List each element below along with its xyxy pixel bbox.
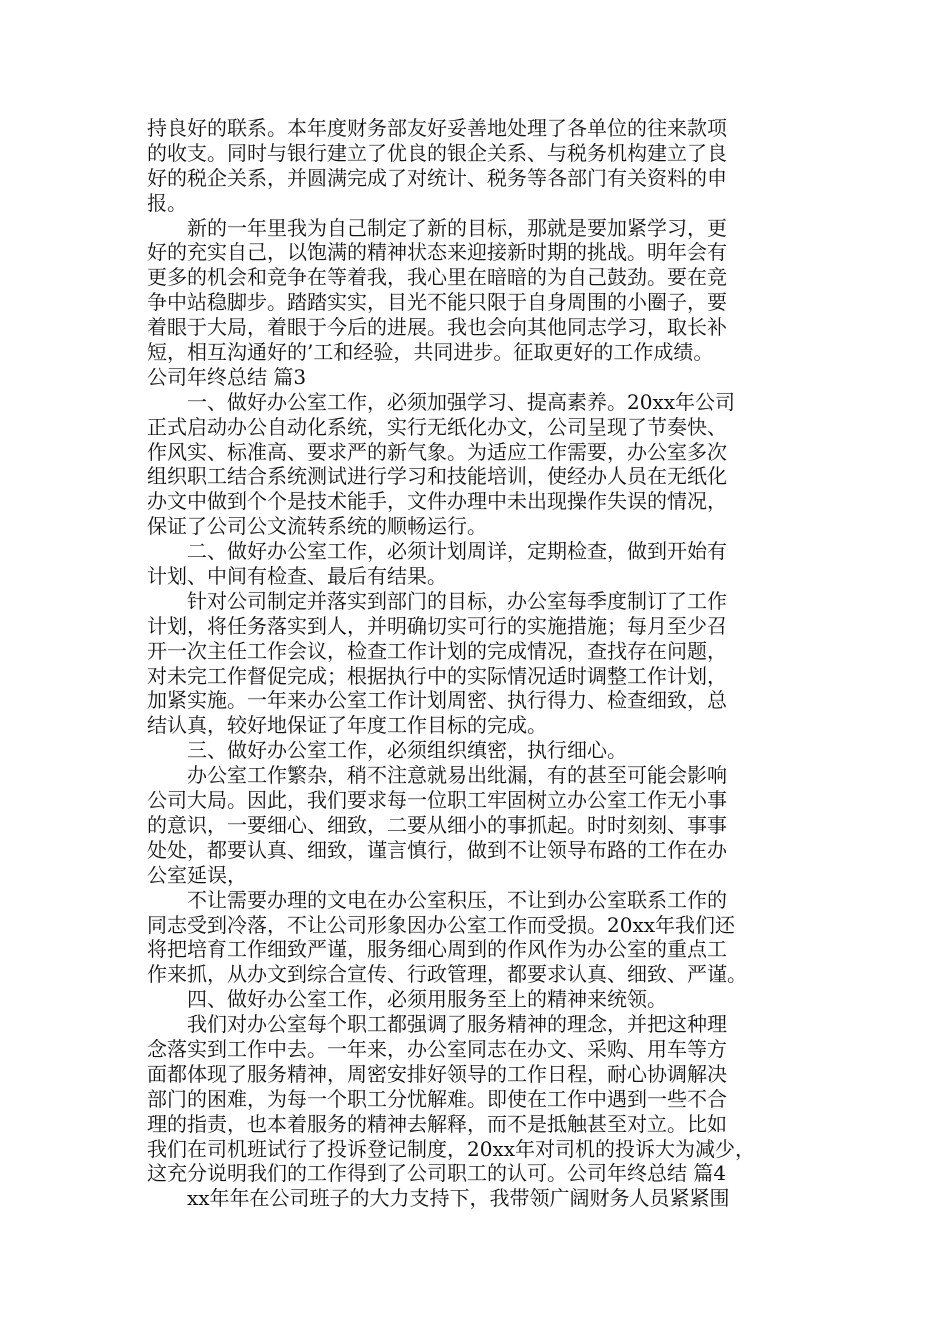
text-line: 三、做好办公室工作，必须组织缜密，执行细心。 [147,738,627,763]
text-line: 公室延误， [147,862,247,887]
text-line: 开一次主任工作会议，检查工作计划的完成情况，查找存在问题， [147,638,727,663]
text-line: 这充分说明我们的工作得到了公司职工的认可。公司年终总结 篇4 [147,1161,727,1186]
text-line: 四、做好办公室工作，必须用服务至上的精神来统领。 [147,987,667,1012]
text-line: 作风实、标准高、要求严的新气象。为适应工作需要，办公室多次 [147,439,727,464]
text-line: 一、做好办公室工作，必须加强学习、提高素养。20xx年公司 [147,389,736,414]
text-line: 的意识，一要细心、细致，二要从细小的事抓起。时时刻刻、事事 [147,812,727,837]
text-line: 针对公司制定并落实到部门的目标，办公室每季度制订了工作 [147,588,727,613]
text-line: 正式启动办公自动化系统，实行无纸化办文，公司呈现了节奏快、 [147,414,727,439]
text-line: 的收支。同时与银行建立了优良的银企关系、与税务机构建立了良 [147,140,727,165]
text-line: 念落实到工作中去。一年来，办公室同志在办文、采购、用车等方 [147,1036,727,1061]
text-line: 公司大局。因此，我们要求每一位职工牢固树立办公室工作无小事 [147,788,727,813]
text-line: 更多的机会和竞争在等着我，我心里在暗暗的为自己鼓劲。要在竞 [147,265,727,290]
text-line: 作来抓，从办文到综合宣传、行政管理，都要求认真、细致、严谨。 [147,962,747,987]
text-line: 加紧实施。一年来办公室工作计划周密、执行得力、检查细致，总 [147,688,727,713]
text-line: 争中站稳脚步。踏踏实实，目光不能只限于自身周围的小圈子，要 [147,290,727,315]
text-line: 新的一年里我为自己制定了新的目标，那就是要加紧学习，更 [147,215,727,240]
text-line: 办文中做到个个是技术能手，文件办理中未出现操作失误的情况， [147,489,727,514]
text-line: 处处，都要认真、细致，谨言慎行，做到不让领导布路的工作在办 [147,837,727,862]
text-line: 组织职工结合系统测试进行学习和技能培训，使经办人员在无纸化 [147,464,727,489]
text-line: 计划，将任务落实到人，并明确切实可行的实施措施；每月至少召 [147,613,727,638]
text-line: 将把培育工作细致严谨，服务细心周到的作风作为办公室的重点工 [147,937,727,962]
text-line: xx年年在公司班子的大力支持下，我带领广阔财务人员紧紧围 [147,1186,730,1211]
text-line: 不让需要办理的文电在办公室积压，不让到办公室联系工作的 [147,887,727,912]
text-line: 好的税企关系，并圆满完成了对统计、税务等各部门有关资料的申 [147,165,727,190]
text-line: 计划、中间有检查、最后有结果。 [147,564,447,589]
text-line: 面都体现了服务精神，周密安排好领导的工作日程，耐心协调解决 [147,1061,727,1086]
text-line: 同志受到冷落，不让公司形象因办公室工作而受损。20xx年我们还 [147,912,736,937]
text-line: 报。 [147,190,187,215]
text-line: 保证了公司公文流转系统的顺畅运行。 [147,514,487,539]
text-line: 公司年终总结 篇3 [147,364,307,389]
text-line: 好的充实自己，以饱满的精神状态来迎接新时期的挑战。明年会有 [147,240,727,265]
text-line: 短，相互沟通好的’工和经验，共同进步。征取更好的工作成绩。 [147,340,714,365]
text-line: 二、做好办公室工作，必须计划周详，定期检查，做到开始有 [147,539,727,564]
text-line: 理的指责，也本着服务的精神去解释，而不是抵触甚至对立。比如 [147,1111,727,1136]
text-line: 我们在司机班试行了投诉登记制度，20xx年对司机的投诉大为减少， [147,1136,756,1161]
text-line: 结认真，较好地保证了年度工作目标的完成。 [147,713,547,738]
text-line: 部门的困难，为每一个职工分忧解难。即使在工作中遇到一些不合 [147,1086,727,1111]
text-line: 持良好的联系。本年度财务部友好妥善地处理了各单位的往来款项 [147,116,727,140]
text-line: 我们对办公室每个职工都强调了服务精神的理念，并把这种理 [147,1012,727,1037]
text-line: 办公室工作繁杂，稍不注意就易出纰漏，有的甚至可能会影响 [147,763,727,788]
document-body [147,116,807,1211]
text-line: 对未完工作督促完成；根据执行中的实际情况适时调整工作计划， [147,663,727,688]
text-line: 着眼于大局，着眼于今后的进展。我也会向其他同志学习，取长补 [147,315,727,340]
